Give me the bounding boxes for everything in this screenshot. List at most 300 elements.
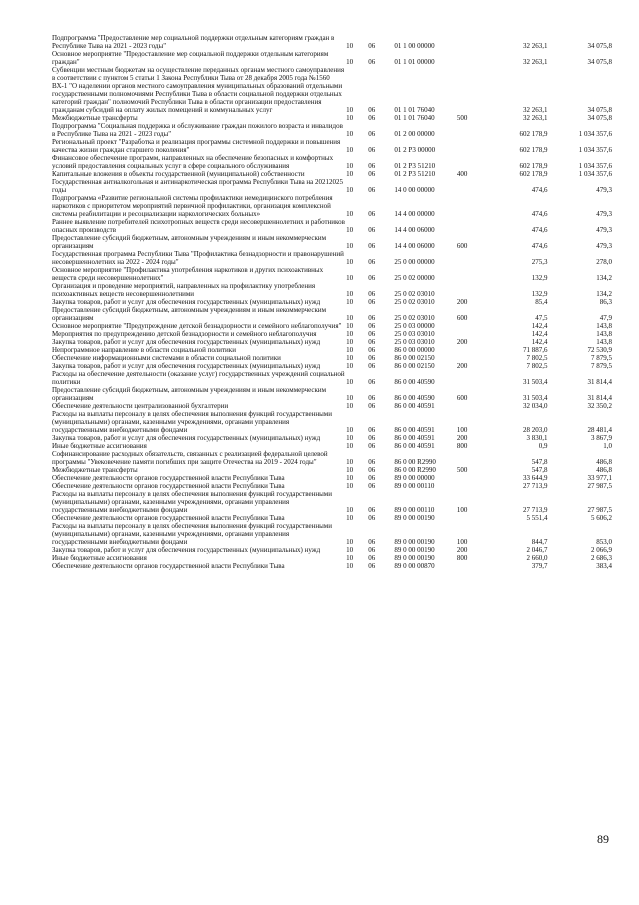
row-subsection-code: 06 xyxy=(368,290,376,298)
row-expense-type xyxy=(457,346,485,354)
row-name: Мероприятия по предупреждению детской безнадзорности и семейного неблагополучия xyxy=(52,330,317,338)
row-target-article: 89 0 00 00870 xyxy=(394,562,435,570)
row-amount-2023: 27 713,9 xyxy=(522,506,548,514)
row-subsection-code: 06 xyxy=(368,442,376,450)
row-amount-2023: 7 802,5 xyxy=(526,354,548,362)
row-subsection-code: 06 xyxy=(368,114,376,122)
row-target-article: 14 4 00 00000 xyxy=(394,210,435,218)
row-name: Обеспечение деятельности органов государственной власти Республики Тыва xyxy=(52,562,285,570)
row-section-code: 10 xyxy=(346,546,354,554)
row-amount-2024: 34 075,8 xyxy=(587,58,612,66)
row-amount-2023: 474,6 xyxy=(531,186,548,194)
table-row xyxy=(52,370,612,386)
row-expense-type xyxy=(457,354,485,362)
row-expense-type: 100 xyxy=(456,426,468,434)
row-amount-2024: 47,9 xyxy=(599,314,612,322)
row-name: Обеспечение информационными системами в области социальной политики xyxy=(52,354,281,362)
row-expense-type xyxy=(457,178,485,194)
row-target-article: 01 2 00 00000 xyxy=(394,130,435,138)
row-name: Межбюджетные трансферты xyxy=(52,466,138,474)
table-row xyxy=(52,34,612,50)
row-subsection-code: 06 xyxy=(368,258,376,266)
row-target-article: 86 0 00 00000 xyxy=(394,346,435,354)
table-row xyxy=(52,466,612,474)
row-amount-2023: 31 503,4 xyxy=(522,378,548,386)
table-row xyxy=(52,450,612,466)
row-section-code: 10 xyxy=(346,242,354,250)
row-name: Иные бюджетные ассигнования xyxy=(52,554,147,562)
row-expense-type xyxy=(457,266,485,282)
row-name: Основное мероприятие "Предоставление мер социальной поддержки отдельным категориям граждан" xyxy=(52,50,329,66)
row-amount-2023: 474,6 xyxy=(531,226,548,234)
row-amount-2023: 27 713,9 xyxy=(522,482,548,490)
row-target-article: 86 0 00 02150 xyxy=(394,362,435,370)
row-subsection-code: 06 xyxy=(368,474,376,482)
table-row xyxy=(52,346,612,354)
row-section-code: 10 xyxy=(346,314,354,322)
row-target-article: 89 0 00 00190 xyxy=(394,546,435,554)
row-expense-type: 100 xyxy=(456,538,468,546)
row-amount-2024: 143,8 xyxy=(596,322,612,330)
row-amount-2023: 32 263,1 xyxy=(522,114,548,122)
row-target-article: 01 2 P3 00000 xyxy=(394,146,436,154)
row-amount-2024: 72 530,9 xyxy=(587,346,612,354)
row-subsection-code: 06 xyxy=(368,242,376,250)
row-expense-type: 500 xyxy=(456,466,468,474)
row-expense-type xyxy=(457,66,485,114)
row-name: Подпрограмма "Социальная поддержка и обслуживание граждан пожилого возраста и инвалидов в Республике Тыва на 2021 - 2023 годы" xyxy=(52,122,343,138)
row-name: Расходы на выплаты персоналу в целях обеспечения выполнения функций государственными (муниципальными) органами, казенными учреждениями, органами управления государственными внебюджетными фондами xyxy=(52,490,332,514)
row-name: Закупка товаров, работ и услуг для обеспечения государственных (муниципальных) нужд xyxy=(52,298,321,306)
row-amount-2024: 5 606,2 xyxy=(591,514,612,522)
budget-table-body xyxy=(52,34,612,570)
table-row xyxy=(52,554,612,562)
row-expense-type: 600 xyxy=(456,394,468,402)
table-row xyxy=(52,410,612,434)
row-subsection-code: 06 xyxy=(368,314,376,322)
row-section-code: 10 xyxy=(346,362,354,370)
table-row xyxy=(52,402,612,410)
row-amount-2023: 547,8 xyxy=(531,466,548,474)
row-amount-2024: 479,3 xyxy=(596,210,612,218)
row-section-code: 10 xyxy=(346,106,354,114)
row-name: Государственная программа Республики Тыва "Профилактика безнадзорности и правонарушений несовершеннолетних на 2022 - 2024 годы" xyxy=(52,250,344,266)
row-amount-2023: 547,8 xyxy=(531,458,548,466)
row-name: Подпрограмма "Предоставление мер социальной поддержки отдельным категориям граждан в Республике Тыва на 2021 - 2023 годы" xyxy=(52,34,335,50)
row-subsection-code: 06 xyxy=(368,346,376,354)
row-subsection-code: 06 xyxy=(368,362,376,370)
row-subsection-code: 06 xyxy=(368,354,376,362)
row-target-article: 86 0 00 40591 xyxy=(394,434,435,442)
row-target-article: 14 4 00 06000 xyxy=(394,226,435,234)
row-amount-2024: 86,3 xyxy=(599,298,612,306)
row-section-code: 10 xyxy=(346,210,354,218)
row-section-code: 10 xyxy=(346,162,354,170)
page-number: 89 xyxy=(597,832,609,846)
row-amount-2024: 7 879,5 xyxy=(591,362,612,370)
table-row xyxy=(52,546,612,554)
row-section-code: 10 xyxy=(346,186,354,194)
row-subsection-code: 06 xyxy=(368,514,376,522)
row-amount-2023: 71 887,6 xyxy=(522,346,548,354)
row-name: Предоставление субсидий бюджетным, автономным учреждениям и иным некоммерческим организациям xyxy=(52,386,327,402)
row-target-article: 25 0 03 00000 xyxy=(394,322,435,330)
row-expense-type: 800 xyxy=(456,554,468,562)
row-amount-2023: 31 503,4 xyxy=(522,394,548,402)
row-section-code: 10 xyxy=(346,378,354,386)
row-subsection-code: 06 xyxy=(368,274,376,282)
table-row xyxy=(52,362,612,370)
row-subsection-code: 06 xyxy=(368,322,376,330)
row-target-article: 86 0 00 40590 xyxy=(394,378,435,386)
row-name: Организация и проведение мероприятий, направленных на профилактику употребления психоактивных веществ несовершеннолетними xyxy=(52,282,316,298)
row-amount-2024: 34 075,8 xyxy=(587,42,612,50)
row-target-article: 86 0 00 40591 xyxy=(394,426,435,434)
table-row xyxy=(52,490,612,514)
row-subsection-code: 06 xyxy=(368,130,376,138)
row-section-code: 10 xyxy=(346,426,354,434)
row-section-code: 10 xyxy=(346,258,354,266)
row-amount-2023: 379,7 xyxy=(531,562,548,570)
row-subsection-code: 06 xyxy=(368,434,376,442)
row-amount-2024: 134,2 xyxy=(596,274,612,282)
row-section-code: 10 xyxy=(346,226,354,234)
row-subsection-code: 06 xyxy=(368,170,376,178)
row-subsection-code: 06 xyxy=(368,466,376,474)
row-target-article: 01 1 01 76040 xyxy=(394,106,435,114)
row-amount-2023: 142,4 xyxy=(531,330,548,338)
row-name: Непрограммное направление в области социальной политики xyxy=(52,346,236,354)
row-name: Иные бюджетные ассигнования xyxy=(52,442,147,450)
row-name: Обеспечение деятельности органов государственной власти Республики Тыва xyxy=(52,514,285,522)
row-expense-type: 500 xyxy=(456,114,468,122)
table-row xyxy=(52,138,612,154)
row-name: Подпрограмма «Развитие региональной системы профилактики немедицинского потребления наркотиков с приоритетом мероприятий первичной профилактики, организация комплексной системы реабилитации и ресоциализации наркологических больных» xyxy=(52,194,333,218)
row-name: Софинансирование расходных обязательств, связанных с реализацией федеральной целевой программы "Увековечение памяти погибших при защите Отечества на 2019 - 2024 годы" xyxy=(52,450,328,466)
row-expense-type: 800 xyxy=(456,442,468,450)
row-amount-2023: 474,6 xyxy=(531,210,548,218)
row-section-code: 10 xyxy=(346,274,354,282)
table-row xyxy=(52,522,612,546)
row-amount-2023: 28 203,0 xyxy=(522,426,548,434)
row-amount-2023: 602 178,9 xyxy=(519,170,548,178)
row-section-code: 10 xyxy=(346,42,354,50)
row-name: Государственная антиалкогольная и антинаркотическая программа Республики Тыва на 20212025 годы xyxy=(52,178,344,194)
row-target-article: 25 0 02 03010 xyxy=(394,314,435,322)
row-expense-type: 200 xyxy=(456,338,468,346)
row-target-article: 86 0 00 R2990 xyxy=(394,458,436,466)
row-amount-2024: 1 034 357,6 xyxy=(578,162,612,170)
row-amount-2024: 33 977,1 xyxy=(587,474,612,482)
table-row xyxy=(52,322,612,330)
table-row xyxy=(52,514,612,522)
row-section-code: 10 xyxy=(346,554,354,562)
row-expense-type xyxy=(457,154,485,170)
row-amount-2023: 602 178,9 xyxy=(519,146,548,154)
row-section-code: 10 xyxy=(346,482,354,490)
row-expense-type: 200 xyxy=(456,434,468,442)
row-amount-2024: 1,0 xyxy=(603,442,612,450)
row-amount-2023: 85,4 xyxy=(535,298,548,306)
row-amount-2023: 275,3 xyxy=(531,258,548,266)
row-target-article: 86 0 00 R2990 xyxy=(394,466,436,474)
row-expense-type xyxy=(457,370,485,386)
row-amount-2023: 32 034,0 xyxy=(522,402,548,410)
row-target-article: 89 0 00 00190 xyxy=(394,554,435,562)
row-amount-2024: 134,2 xyxy=(596,290,612,298)
table-row xyxy=(52,434,612,442)
table-row xyxy=(52,298,612,306)
row-name: Межбюджетные трансферты xyxy=(52,114,138,122)
table-row xyxy=(52,114,612,122)
row-section-code: 10 xyxy=(346,330,354,338)
row-amount-2023: 132,9 xyxy=(531,290,548,298)
table-row xyxy=(52,482,612,490)
row-amount-2024: 479,3 xyxy=(596,242,612,250)
row-name: Закупка товаров, работ и услуг для обеспечения государственных (муниципальных) нужд xyxy=(52,338,321,346)
row-amount-2024: 32 350,2 xyxy=(587,402,612,410)
row-amount-2023: 5 551,4 xyxy=(526,514,548,522)
row-section-code: 10 xyxy=(346,402,354,410)
row-section-code: 10 xyxy=(346,114,354,122)
row-expense-type: 200 xyxy=(456,298,468,306)
row-section-code: 10 xyxy=(346,442,354,450)
table-row xyxy=(52,386,612,402)
row-amount-2024: 34 075,8 xyxy=(587,114,612,122)
row-subsection-code: 06 xyxy=(368,226,376,234)
table-row xyxy=(52,474,612,482)
row-subsection-code: 06 xyxy=(368,298,376,306)
row-name: Обеспечение деятельности органов государственной власти Республики Тыва xyxy=(52,482,285,490)
row-amount-2023: 844,7 xyxy=(531,538,548,546)
row-expense-type xyxy=(457,482,485,490)
row-section-code: 10 xyxy=(346,298,354,306)
row-name: Основное мероприятие "Профилактика употребления наркотиков и других психоактивных веществ среди несовершеннолетних" xyxy=(52,266,324,282)
table-row xyxy=(52,442,612,450)
row-amount-2024: 278,0 xyxy=(596,258,612,266)
row-target-article: 86 0 00 40590 xyxy=(394,394,435,402)
row-target-article: 14 4 00 06000 xyxy=(394,242,435,250)
row-target-article: 01 2 P3 51210 xyxy=(394,170,436,178)
row-section-code: 10 xyxy=(346,322,354,330)
row-name: Субвенции местным бюджетам на осуществление переданных органам местного самоуправления в соответствии с пунктом 5 статьи 1 Закона Республики Тыва от 28 декабря 2005 года №1560 ВХ-1 "О наделении органов местного самоуправления муниципальных образований отдельными государственными полномочиями Республики Тыва в области социальной поддержки отдельных категорий граждан" полномочий Республики Тыва в области организации предоставления гражданам субсидий на оплату жилых помещений и коммунальных услуг xyxy=(52,66,345,114)
row-name: Финансовое обеспечение программ, направленных на обеспечение безопасных и комфортных условий предоставления социальных услуг в сфере социального обслуживания xyxy=(52,154,334,170)
row-amount-2023: 3 830,1 xyxy=(526,434,548,442)
row-target-article: 01 2 P3 51210 xyxy=(394,162,436,170)
row-amount-2024: 383,4 xyxy=(596,562,612,570)
row-target-article: 14 0 00 00000 xyxy=(394,186,435,194)
row-target-article: 86 0 00 40591 xyxy=(394,442,435,450)
row-amount-2024: 2 686,3 xyxy=(591,554,612,562)
row-expense-type xyxy=(457,330,485,338)
table-row xyxy=(52,282,612,298)
row-section-code: 10 xyxy=(346,130,354,138)
row-expense-type xyxy=(457,218,485,234)
row-amount-2023: 0,9 xyxy=(538,442,548,450)
table-row xyxy=(52,562,612,570)
row-name: Предоставление субсидий бюджетным, автономным учреждениям и иным некоммерческим организациям xyxy=(52,306,327,322)
row-amount-2024: 479,3 xyxy=(596,226,612,234)
table-row xyxy=(52,338,612,346)
row-expense-type xyxy=(457,474,485,482)
row-expense-type: 400 xyxy=(456,170,468,178)
row-section-code: 10 xyxy=(346,170,354,178)
row-section-code: 10 xyxy=(346,346,354,354)
row-amount-2024: 7 879,5 xyxy=(591,354,612,362)
row-expense-type: 600 xyxy=(456,242,468,250)
row-subsection-code: 06 xyxy=(368,58,376,66)
row-expense-type: 100 xyxy=(456,506,468,514)
row-amount-2024: 28 481,4 xyxy=(587,426,612,434)
row-subsection-code: 06 xyxy=(368,186,376,194)
row-target-article: 86 0 00 40591 xyxy=(394,402,435,410)
row-name: Региональный проект "Разработка и реализация программы системной поддержки и повышения качества жизни граждан старшего поколения" xyxy=(52,138,341,154)
row-target-article: 25 0 02 03010 xyxy=(394,298,435,306)
table-row xyxy=(52,330,612,338)
row-target-article: 01 1 01 76040 xyxy=(394,114,435,122)
row-amount-2023: 32 263,1 xyxy=(522,42,548,50)
row-subsection-code: 06 xyxy=(368,162,376,170)
table-row xyxy=(52,234,612,250)
row-expense-type xyxy=(457,138,485,154)
row-expense-type: 600 xyxy=(456,314,468,322)
row-amount-2024: 853,0 xyxy=(596,538,612,546)
row-expense-type xyxy=(457,34,485,50)
row-name: Капитальные вложения в объекты государственной (муниципальной) собственности xyxy=(52,170,305,178)
row-section-code: 10 xyxy=(346,538,354,546)
row-amount-2023: 142,4 xyxy=(531,322,548,330)
row-expense-type xyxy=(457,282,485,298)
row-name: Обеспечение деятельности централизованной бухгалтерии xyxy=(52,402,229,410)
row-target-article: 89 0 00 00110 xyxy=(394,482,435,490)
table-row xyxy=(52,66,612,114)
row-target-article: 86 0 00 02150 xyxy=(394,354,435,362)
row-expense-type xyxy=(457,562,485,570)
row-name: Закупка товаров, работ и услуг для обеспечения государственных (муниципальных) нужд xyxy=(52,362,321,370)
row-amount-2024: 143,8 xyxy=(596,338,612,346)
row-target-article: 25 0 02 03010 xyxy=(394,290,435,298)
row-amount-2024: 486,8 xyxy=(596,458,612,466)
row-section-code: 10 xyxy=(346,338,354,346)
row-name: Расходы на выплаты персоналу в целях обеспечения выполнения функций государственными (муниципальными) органами, казенными учреждениями, органами управления государственными внебюджетными фондами xyxy=(52,522,332,546)
row-name: Расходы на обеспечение деятельности (оказание услуг) государственных учреждений социальной политики xyxy=(52,370,345,386)
row-subsection-code: 06 xyxy=(368,394,376,402)
row-amount-2024: 27 987,5 xyxy=(587,482,612,490)
row-amount-2024: 31 814,4 xyxy=(587,378,612,386)
row-target-article: 01 1 01 00000 xyxy=(394,58,435,66)
table-row xyxy=(52,122,612,138)
row-section-code: 10 xyxy=(346,354,354,362)
row-section-code: 10 xyxy=(346,466,354,474)
row-subsection-code: 06 xyxy=(368,146,376,154)
row-subsection-code: 06 xyxy=(368,538,376,546)
row-expense-type xyxy=(457,122,485,138)
row-expense-type xyxy=(457,514,485,522)
row-target-article: 89 0 00 00190 xyxy=(394,514,435,522)
row-amount-2024: 143,8 xyxy=(596,330,612,338)
row-subsection-code: 06 xyxy=(368,330,376,338)
row-subsection-code: 06 xyxy=(368,554,376,562)
row-amount-2023: 32 263,1 xyxy=(522,106,548,114)
row-amount-2024: 1 034 357,6 xyxy=(578,130,612,138)
table-row xyxy=(52,50,612,66)
budget-table xyxy=(52,34,612,570)
row-name: Закупка товаров, работ и услуг для обеспечения государственных (муниципальных) нужд xyxy=(52,434,321,442)
row-section-code: 10 xyxy=(346,290,354,298)
row-section-code: 10 xyxy=(346,394,354,402)
row-subsection-code: 06 xyxy=(368,106,376,114)
row-target-article: 89 0 00 00000 xyxy=(394,474,435,482)
row-section-code: 10 xyxy=(346,474,354,482)
row-amount-2024: 34 075,8 xyxy=(587,106,612,114)
table-row xyxy=(52,266,612,282)
row-subsection-code: 06 xyxy=(368,378,376,386)
row-target-article: 01 1 00 00000 xyxy=(394,42,435,50)
row-expense-type xyxy=(457,402,485,410)
row-expense-type: 200 xyxy=(456,362,468,370)
row-name: Расходы на выплаты персоналу в целях обеспечения выполнения функций государственными (муниципальными) органами, казенными учреждениями, органами управления государственными внебюджетными фондами xyxy=(52,410,332,434)
row-amount-2023: 7 802,5 xyxy=(526,362,548,370)
row-target-article: 25 0 03 03010 xyxy=(394,330,435,338)
table-row xyxy=(52,170,612,178)
row-amount-2024: 479,3 xyxy=(596,186,612,194)
row-amount-2023: 142,4 xyxy=(531,338,548,346)
row-name: Закупка товаров, работ и услуг для обеспечения государственных (муниципальных) нужд xyxy=(52,546,321,554)
row-name: Предоставление субсидий бюджетным, автономным учреждениям и иным некоммерческим организациям xyxy=(52,234,327,250)
row-amount-2024: 1 034 357,6 xyxy=(578,170,612,178)
row-expense-type xyxy=(457,450,485,466)
row-target-article: 89 0 00 00190 xyxy=(394,538,435,546)
row-amount-2024: 2 066,9 xyxy=(591,546,612,554)
row-name: Основное мероприятие "Предупреждение детской безнадзорности и семейного неблагополучия" xyxy=(52,322,342,330)
row-target-article: 25 0 02 00000 xyxy=(394,274,435,282)
row-amount-2024: 486,8 xyxy=(596,466,612,474)
row-subsection-code: 06 xyxy=(368,338,376,346)
row-expense-type xyxy=(457,322,485,330)
row-amount-2023: 474,6 xyxy=(531,242,548,250)
table-row xyxy=(52,218,612,234)
row-amount-2023: 47,5 xyxy=(535,314,548,322)
table-row xyxy=(52,178,612,194)
row-subsection-code: 06 xyxy=(368,210,376,218)
row-name: Обеспечение деятельности органов государственной власти Республики Тыва xyxy=(52,474,285,482)
row-amount-2024: 31 814,4 xyxy=(587,394,612,402)
row-target-article: 25 0 03 03010 xyxy=(394,338,435,346)
row-amount-2024: 1 034 357,6 xyxy=(578,146,612,154)
row-expense-type: 200 xyxy=(456,546,468,554)
row-section-code: 10 xyxy=(346,562,354,570)
row-subsection-code: 06 xyxy=(368,458,376,466)
row-subsection-code: 06 xyxy=(368,426,376,434)
table-row xyxy=(52,354,612,362)
row-section-code: 10 xyxy=(346,514,354,522)
row-subsection-code: 06 xyxy=(368,402,376,410)
row-target-article: 25 0 00 00000 xyxy=(394,258,435,266)
row-amount-2023: 32 263,1 xyxy=(522,58,548,66)
table-row xyxy=(52,306,612,322)
row-amount-2024: 3 867,9 xyxy=(591,434,612,442)
row-amount-2023: 33 644,9 xyxy=(522,474,548,482)
row-section-code: 10 xyxy=(346,146,354,154)
table-row xyxy=(52,194,612,218)
row-subsection-code: 06 xyxy=(368,482,376,490)
row-section-code: 10 xyxy=(346,58,354,66)
row-subsection-code: 06 xyxy=(368,562,376,570)
row-name: Раннее выявление потребителей психотропных веществ среди несовершеннолетних и работников опасных производств xyxy=(52,218,345,234)
row-expense-type xyxy=(457,250,485,266)
row-target-article: 89 0 00 00110 xyxy=(394,506,435,514)
row-amount-2023: 2 046,7 xyxy=(526,546,548,554)
